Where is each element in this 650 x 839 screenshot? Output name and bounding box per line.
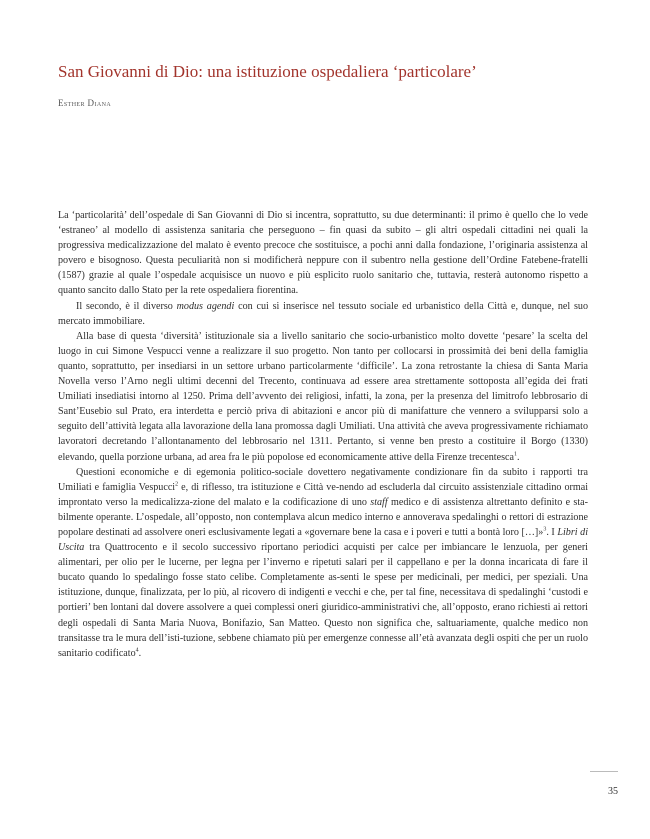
italic-text: Libri di Uscita (58, 526, 588, 554)
article-title: San Giovanni di Dio: una istituzione ospedaliera ‘particolare’ (58, 62, 477, 81)
footnote-reference: 2 (175, 481, 179, 488)
text-segment: . (138, 647, 142, 659)
text-segment: medico e di assistenza altrettanto definito e sta-bilmente operante. L’ospedale, all’opposto, non contemplava alcun medico interno e annoverava spedalinghi o rettori di estrazione popolare destinati ad assolvere oneri esclusivamente legati a «governare bene la casa e i poveri e tutti a bontà loro […]» (58, 496, 588, 538)
page-number: 35 (608, 786, 618, 797)
text-segment: . (516, 451, 520, 463)
text-segment: e, di riflesso, tra istituzione e Città ve-nendo ad escluderla dal circuito assistenziale cittadino ormai improntato verso la medicalizza-zione del malato e la codificazione di uno (58, 481, 588, 508)
italic-text: staff (370, 496, 388, 508)
italic-text: modus agendi (176, 300, 235, 312)
body-paragraph (58, 299, 588, 329)
footer-rule (590, 771, 618, 772)
footnote-reference: 1 (513, 451, 517, 458)
article-body (58, 208, 588, 661)
text-segment: tra Quattrocento e il secolo successivo riportano periodici acquisti per calce per imbiancare le lenzuola, per generi alimentari, per olio per le lucerne, per legna per l’inverno e ripetuti salari per il cappellano e per la donna incaricata di fare il bucato quando lo spedalingo fosse stato celibe. Completamente as-senti le spese per medicinali, per medici, per speziali. Una istituzione, dunque, finalizzata, per lo più, al ricovero di indigenti e vecchi e che, per tal fine, necessitava di spedalinghi ‘custodi e portieri’ ben lontani dal dovere assolvere a quei complessi oneri giuridico-amministrativi che, all’opposto, erano richiesti ai rettori degli ospedali di Santa Maria Nuova, Bonifazio, San Matteo. Questo non significa che, saltuariamente, qualche medico non transitasse tra le mura dell’isti-tuzione, sebbene chiamato più per emergenze connesse all’età avanzata degli ospiti che per un ruolo sanitario codificato (58, 542, 588, 659)
text-segment: Alla base di questa ‘diversità’ istituzionale sia a livello sanitario che socio-urbanistico molto dovette ‘pesare’ la scelta del luogo in cui Simone Vespucci venne a realizzare il suo progetto. Non tanto per collocarsi in prossimità dei beni della famiglia quanto, soprattutto, per insediarsi in un settore urbano particolarmente ‘difficile’. La zona retrostante la chiesa di Santa Maria Novella verso l’Arno negli ultimi decenni del Trecento, continuava ad essere area strettamente sottoposta all’egida dei frati Umiliati insediatisi intorno al 1250. Prima dell’avvento dei religiosi, infatti, la zona, per la presenza del limitrofo lebbrosario di Sant’Eusebio sul Prato, era interdetta e perciò priva di abitazioni e ancor più di manifatture che vennero a svilupparsi solo a seguito dell’attività legata alla lavorazione della lana promossa dagli Umiliati. Una attività che aveva progressivamente richiamato lavoratori decretando l’allontanamento del lebbrosario nel 1311. Pertanto, si venne ben presto a costituire il Borgo (1330) elevando, quella porzione urbana, ad area fra le più popolose ed economicamente attive della Firenze trecentesca (58, 330, 588, 463)
body-paragraph (58, 465, 588, 661)
footnote-reference: 4 (135, 647, 139, 654)
body-paragraph (58, 208, 588, 299)
text-segment: . I (546, 526, 558, 538)
text-segment: La ‘particolarità’ dell’ospedale di San Giovanni di Dio si incentra, soprattutto, su due determinanti: il primo è quello che lo vede ‘estraneo’ al modello di assistenza sanitaria che perseguono – fin quasi da subito – gli altri ospedali cittadini nei quali la progressiva medicalizzazione del malato è evento precoce che sostituisce, a pochi anni dalla fondazione, l’originaria assistenza al povero e bisognoso. Questa peculiarità non si modificherà neppure con il subentro nella gestione dell’Ordine Fatebene-fratelli (1587) grazie al quale l’ospedale acquisisce un nuovo e più esplicito ruolo sanitario che, tuttavia, resterà autonomo rispetto a quanto sancito dallo Stato per la rete ospedaliera fiorentina. (58, 210, 588, 297)
body-paragraph (58, 329, 588, 465)
footnote-reference: 3 (543, 526, 547, 533)
text-segment: Il secondo, è il diverso (76, 300, 177, 312)
author-name: Esther Diana (58, 98, 112, 108)
text-segment: con cui si inserisce nel tessuto sociale ed urbanistico della Città e, dunque, nel suo mercato immobiliare. (58, 300, 588, 327)
text-segment: Questioni economiche e di egemonia politico-sociale dovettero negativamente condizionare fin da subito i rapporti tra Umiliati e famiglia Vespucci (58, 466, 588, 493)
